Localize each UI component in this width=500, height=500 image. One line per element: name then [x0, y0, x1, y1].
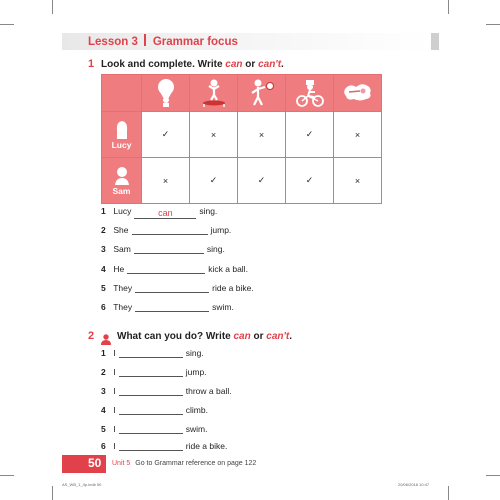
boy-silhouette-icon — [114, 166, 130, 186]
sentence-line: 5 I swim. — [101, 424, 208, 434]
exercise-title: What can you do? Write can or can't. — [117, 331, 293, 342]
table-cell: ✓ — [142, 112, 190, 158]
answer-blank[interactable] — [134, 244, 204, 254]
answer-blank[interactable]: can — [134, 209, 196, 219]
table-cell: × — [190, 112, 238, 158]
answer-blank[interactable] — [119, 424, 183, 434]
crop-mark — [448, 486, 449, 500]
table-picture-cell — [190, 75, 238, 112]
page-number: 50 — [88, 456, 102, 470]
table-picture-cell — [334, 75, 382, 112]
table-row — [102, 112, 382, 158]
table-picture-cell — [286, 75, 334, 112]
answer-blank[interactable] — [119, 441, 183, 451]
answer-blank[interactable] — [135, 283, 209, 293]
crop-mark — [0, 475, 14, 476]
girl-silhouette-icon — [114, 120, 130, 140]
section-label: Grammar focus — [152, 36, 238, 48]
table-picture-cell — [142, 75, 190, 112]
table-cell: × — [238, 112, 286, 158]
row-header-lucy — [102, 112, 142, 158]
answer-blank[interactable] — [135, 302, 209, 312]
crop-mark — [486, 475, 500, 476]
page-tab — [431, 33, 439, 50]
crop-mark — [0, 24, 14, 25]
answer-blank[interactable] — [127, 264, 205, 274]
sentence-line: 4 He kick a ball. — [101, 264, 248, 274]
person-icon — [101, 334, 111, 345]
sentence-line: 4 I climb. — [101, 405, 208, 415]
row-label: Lucy — [111, 139, 132, 150]
table-corner — [102, 75, 142, 112]
exercise-number: 2 — [88, 330, 95, 342]
answer-blank[interactable] — [119, 367, 183, 377]
footer-reference — [112, 460, 256, 467]
crop-mark — [448, 0, 449, 14]
answer-blank[interactable] — [119, 386, 183, 396]
answer-blank[interactable] — [119, 348, 183, 358]
table-row — [102, 158, 382, 204]
sentence-line: 5 They ride a bike. — [101, 283, 254, 293]
ride-bike-icon — [295, 78, 325, 108]
sentence-line: 6 They swim. — [101, 302, 234, 312]
table-cell: × — [334, 158, 382, 204]
trampoline-jump-icon — [200, 78, 228, 108]
crop-mark — [486, 24, 500, 25]
crop-mark — [52, 0, 53, 14]
ability-table — [101, 74, 382, 204]
crop-mark — [52, 486, 53, 500]
table-cell: × — [334, 112, 382, 158]
table-cell: ✓ — [190, 158, 238, 204]
print-slug-left: AS_WB_1_4p.indb 50 — [62, 482, 102, 487]
row-header-sam — [102, 158, 142, 204]
answer-blank[interactable] — [119, 405, 183, 415]
hot-air-balloon-icon — [154, 78, 178, 108]
print-slug-right: 20/06/2018 10:47 — [398, 482, 430, 487]
grammar-reference-link[interactable]: Go to Grammar reference on page 122 — [135, 460, 257, 467]
swim-icon — [342, 79, 374, 107]
table-cell: ✓ — [286, 158, 334, 204]
table-cell: × — [142, 158, 190, 204]
sentence-line: 3 Sam sing. — [101, 244, 225, 254]
lesson-header — [88, 34, 238, 48]
exercise-number: 1 — [88, 58, 95, 70]
sentence-line: 1 I sing. — [101, 348, 204, 358]
table-cell: ✓ — [238, 158, 286, 204]
header-divider — [144, 34, 146, 46]
sentence-line: 3 I throw a ball. — [101, 386, 232, 396]
sentence-line: 2 She jump. — [101, 225, 232, 235]
exercise-title: Look and complete. Write can or can't. — [101, 59, 284, 70]
sentence-line: 1 Lucy can sing. — [101, 206, 218, 218]
unit-label: Unit 5 — [112, 460, 131, 467]
lesson-label: Lesson 3 — [88, 36, 138, 48]
row-label: Sam — [112, 185, 131, 196]
table-cell: ✓ — [286, 112, 334, 158]
table-picture-cell — [238, 75, 286, 112]
answer-blank[interactable] — [132, 225, 208, 235]
throw-ball-icon — [248, 78, 276, 108]
sentence-line: 6 I ride a bike. — [101, 441, 228, 451]
sentence-line: 2 I jump. — [101, 367, 207, 377]
